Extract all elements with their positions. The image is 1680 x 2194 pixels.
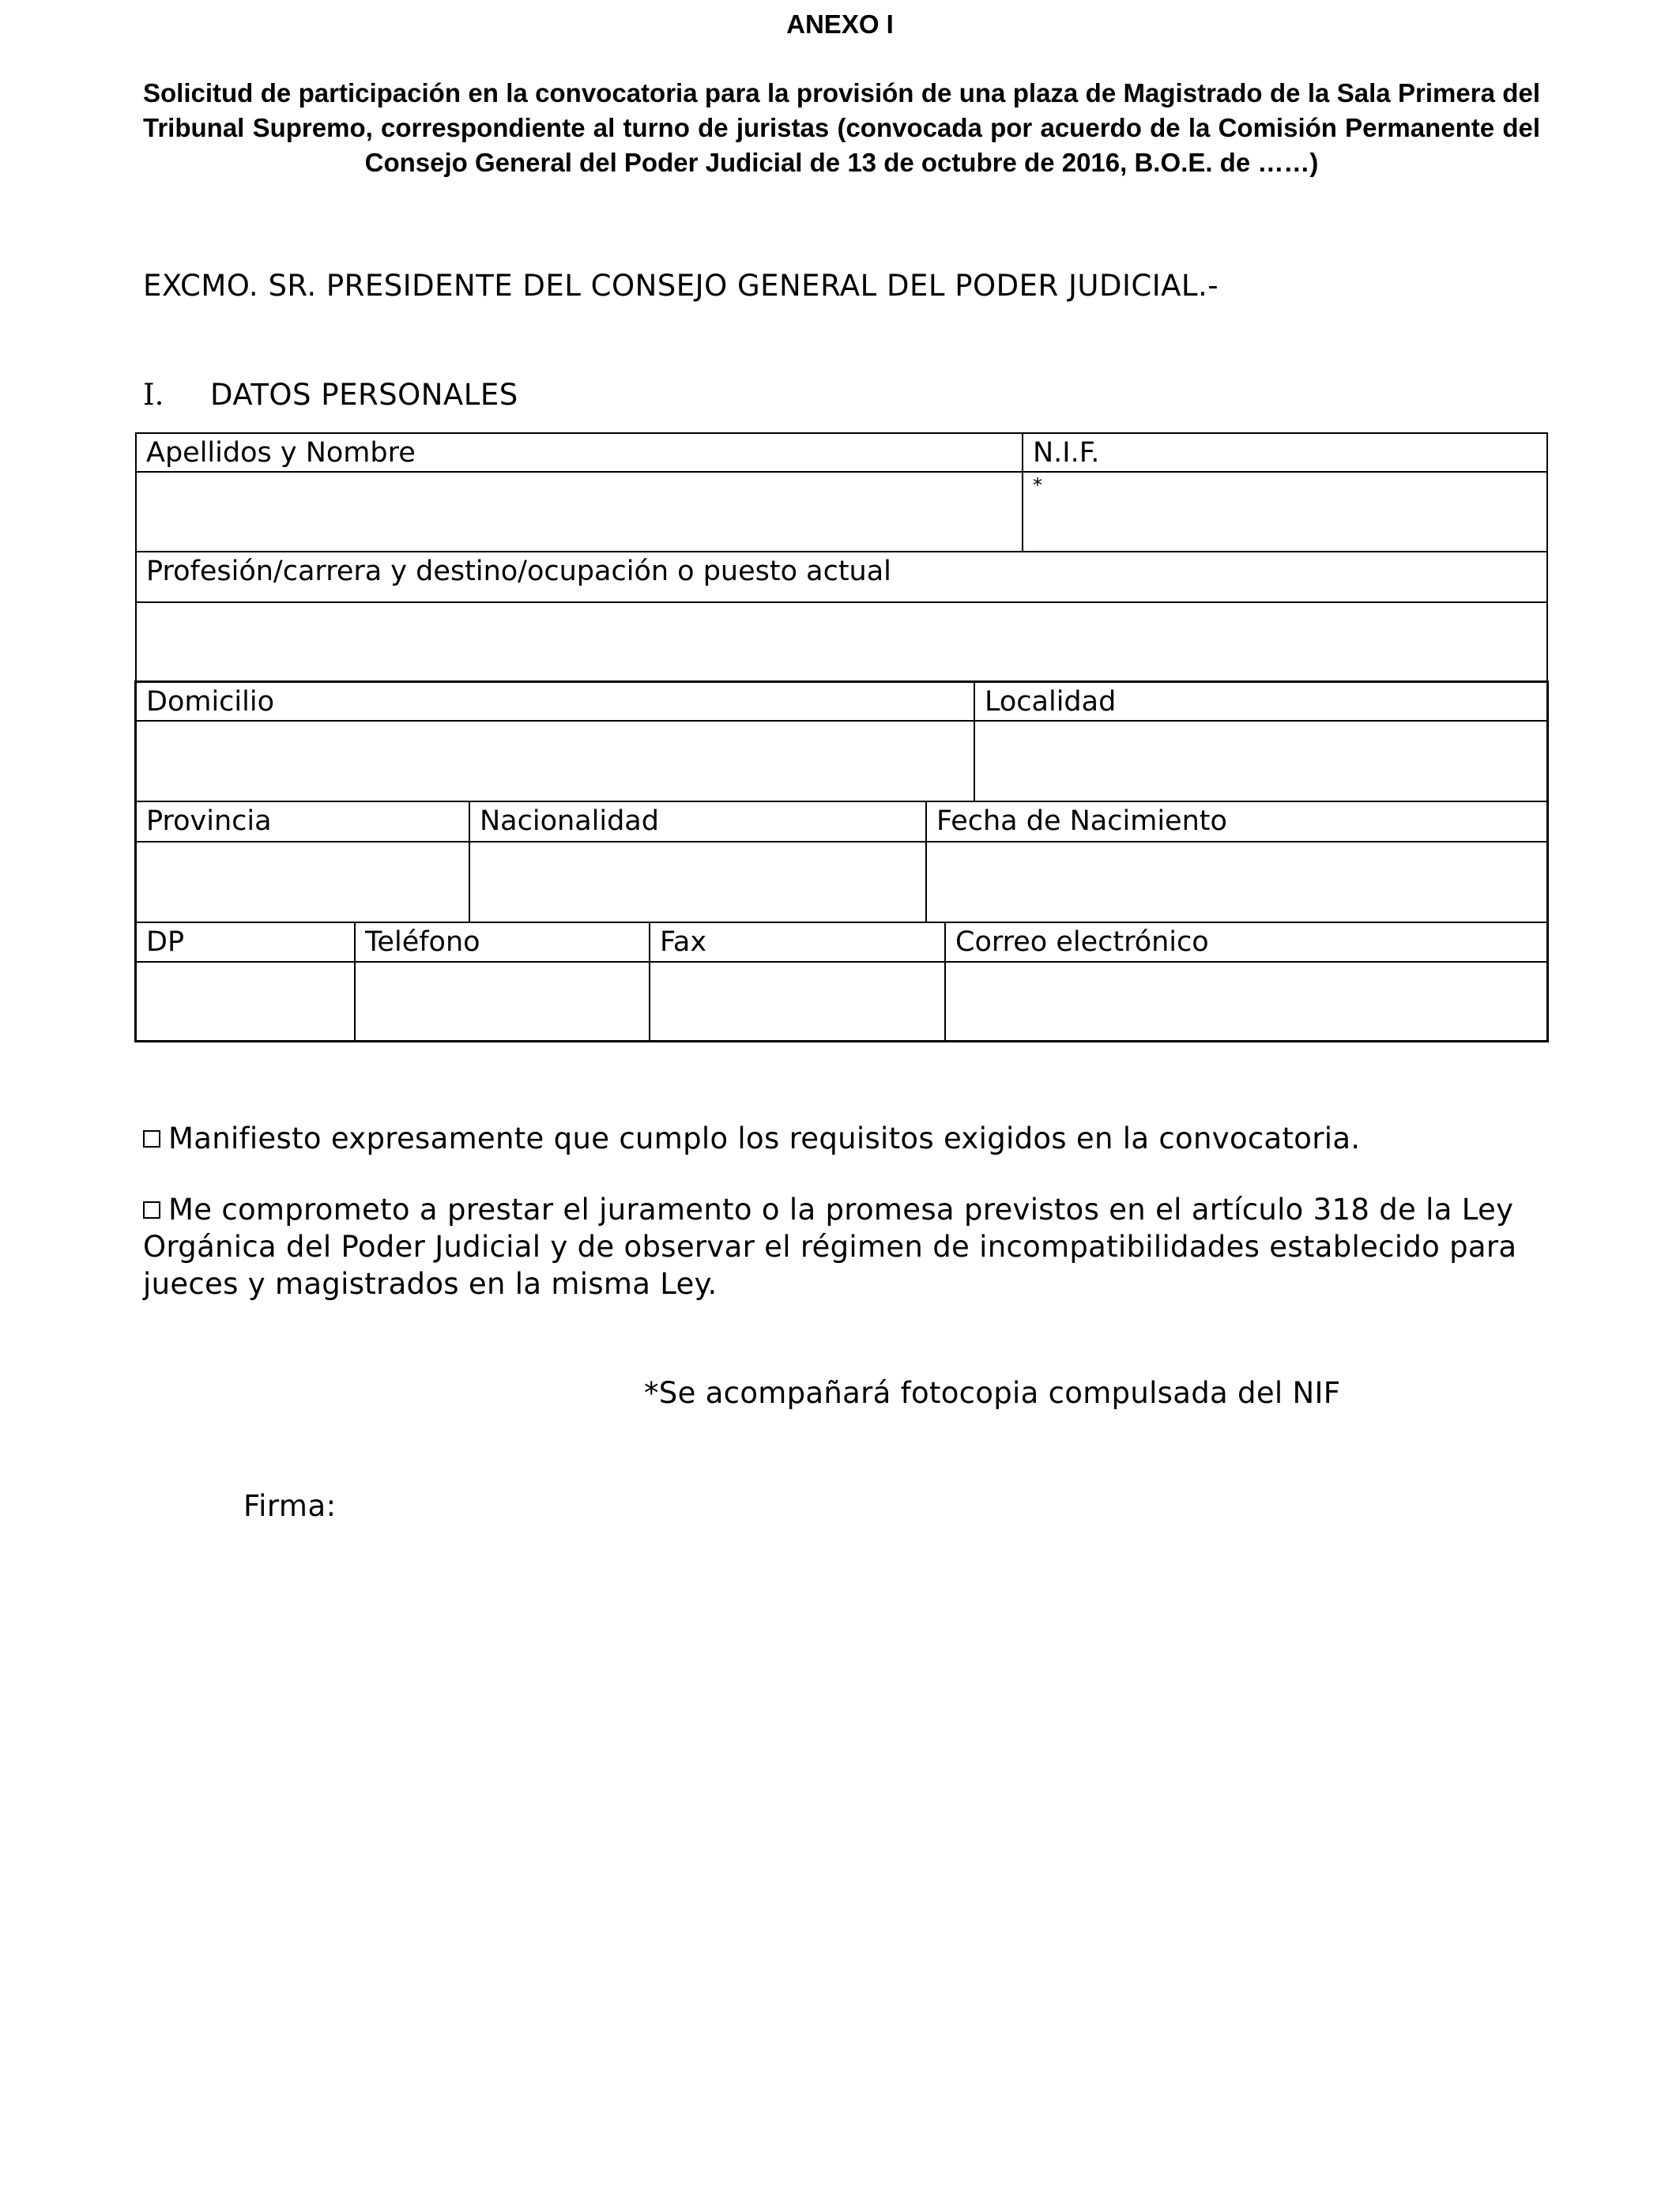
address-label: Domicilio	[134, 680, 975, 722]
signature-label: Firma:	[243, 1489, 337, 1523]
profession-label: Profesión/carrera y destino/ocupación o puesto actual	[135, 551, 1548, 603]
birth-date-label: Fecha de Nacimiento	[925, 801, 1549, 843]
province-field[interactable]	[134, 841, 470, 923]
address-field[interactable]	[134, 720, 975, 802]
email-label: Correo electrónico	[944, 922, 1549, 963]
section-number: I.	[143, 378, 164, 412]
locality-field[interactable]	[974, 720, 1549, 802]
province-label: Provincia	[134, 801, 470, 843]
postal-code-label: DP	[134, 922, 356, 963]
email-field[interactable]	[944, 961, 1549, 1042]
nif-asterisk: *	[1033, 474, 1042, 496]
oath-checkbox[interactable]	[143, 1201, 160, 1219]
locality-label: Localidad	[974, 680, 1549, 722]
document-subtitle: Solicitud de participación en la convocatoria para la provisión de una plaza de Magistrado de la Sala Primera del Tribunal Supremo, correspondiente al turno de juristas (convocada por acuerdo de la Comisión Permanente del Consejo General del Poder Judicial de 13 de octubre de 2016, B.O.E. de ……)	[143, 78, 1540, 177]
fax-field[interactable]	[649, 961, 946, 1042]
nif-label: N.I.F.	[1022, 432, 1548, 473]
requirements-text: Manifiesto expresamente que cumplo los requisitos exigidos en la convocatoria.	[168, 1122, 1361, 1155]
addressee: EXCMO. SR. PRESIDENTE DEL CONSEJO GENERAL DEL PODER JUDICIAL.-	[143, 269, 1219, 303]
declaration-oath	[143, 1191, 1542, 1302]
full-name-field[interactable]	[135, 471, 1023, 552]
nif-field[interactable]	[1022, 471, 1548, 552]
profession-field[interactable]	[135, 601, 1548, 682]
declaration-requirements	[143, 1120, 1542, 1157]
nif-copy-note: *Se acompañará fotocopia compulsada del NIF	[644, 1376, 1341, 1410]
phone-field[interactable]	[354, 961, 650, 1042]
oath-text: Me comprometo a prestar el juramento o la promesa previstos en el artículo 318 de la Ley Orgánica del Poder Judicial y de observar el régimen de incompatibilidades establecido para jueces y magistrados en la misma Ley.	[143, 1193, 1517, 1301]
full-name-label: Apellidos y Nombre	[135, 432, 1023, 473]
birth-date-field[interactable]	[925, 841, 1549, 923]
nationality-label: Nacionalidad	[469, 801, 927, 843]
annex-title: ANEXO I	[786, 9, 894, 39]
nationality-field[interactable]	[469, 841, 927, 923]
section-title: DATOS PERSONALES	[210, 378, 518, 412]
postal-code-field[interactable]	[134, 961, 356, 1042]
requirements-checkbox[interactable]	[143, 1130, 160, 1148]
fax-label: Fax	[649, 922, 946, 963]
phone-label: Teléfono	[354, 922, 650, 963]
